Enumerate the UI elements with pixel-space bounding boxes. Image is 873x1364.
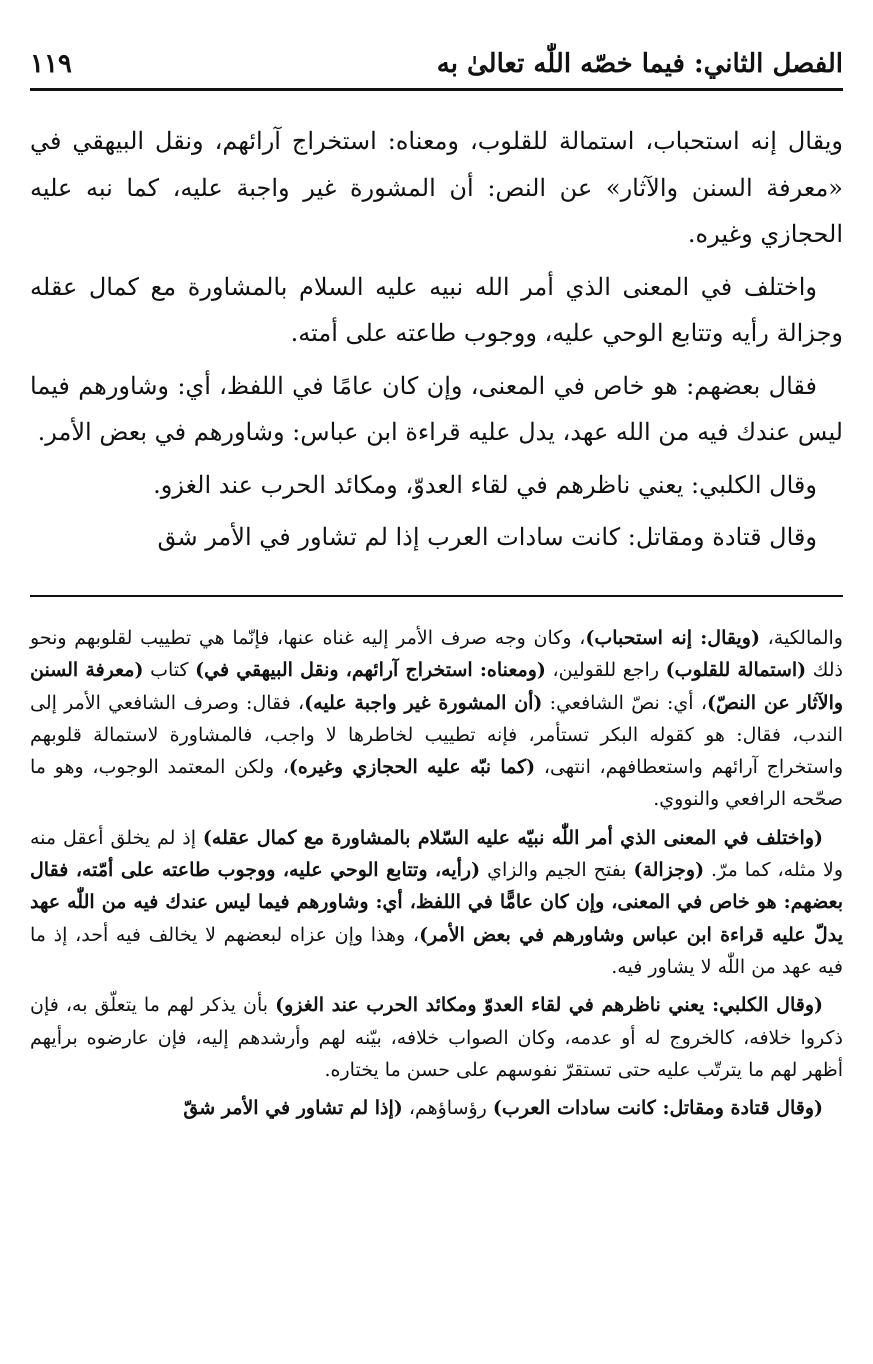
- quoted-text: (إذا لم تشاور في الأمر شقّ: [183, 1097, 403, 1120]
- page-header: [30, 40, 843, 91]
- quoted-text: (أن المشورة غير واجبة عليه): [304, 691, 543, 714]
- main-paragraph: فقال بعضهم: هو خاص في المعنى، وإن كان عامًا في اللفظ، أي: وشاورهم فيما ليس عندك فيه من الله عهد، يدل عليه قراءة ابن عباس: وشاورهم في بعض الأمر.: [30, 371, 843, 446]
- commentary-paragraph: [30, 1092, 843, 1124]
- commentary-paragraph: [30, 822, 843, 983]
- quoted-text: (معرفة السنن والآثار عن النصّ): [30, 659, 844, 714]
- footnote-divider: [30, 595, 843, 597]
- commentary-text: ، فقال: وصرف الشافعي الأمر إلى الندب، فقال: هو كقوله البكر تستأمر، فإنه تطييب لخاطرها لا واجب، فالمشاورة لاستمالة قلوبهم واستخراج آرائهم واستعطافهم، انتهى،: [30, 691, 843, 779]
- commentary-text: راجع للقولين،: [545, 659, 666, 682]
- quoted-text: (كما نبّه عليه الحجازي وغيره): [288, 756, 536, 779]
- commentary-text: بفتح الجيم والزاي: [480, 859, 634, 882]
- quoted-text: (وقال الكلبي: يعني ناظرهم في لقاء العدوّ ومكائد الحرب عند الغزو): [275, 994, 823, 1017]
- commentary-text: ، ولكن المعتمد الوجوب، وهو ما صحّحه الرافعي والنووي.: [30, 756, 843, 811]
- commentary-text: بأن يذكر لهم ما يتعلّق به، فإن ذكروا خلافه، كالخروج له أو عدمه، وكان الصواب خلافه، بيّنه لهم وأرشدهم إليه، فإن عارضوه برأيهم أظهر لهم ما يترتّب عليه حتى تستقرّ نفوسهم على حسن ما يختاره.: [30, 994, 843, 1081]
- quoted-text: (وقال قتادة ومقاتل: كانت سادات العرب): [492, 1097, 823, 1120]
- commentary-text: والمالكية،: [759, 627, 843, 649]
- main-paragraph: وقال قتادة ومقاتل: كانت سادات العرب إذا لم تشاور في الأمر شق: [157, 523, 817, 551]
- quoted-text: (ويقال: إنه استحباب): [585, 627, 760, 649]
- main-paragraph: ويقال إنه استحباب، استمالة للقلوب، ومعناه: استخراج آرائهم، ونقل البيهقي في «معرفة السنن والآثار» عن النص: أن المشورة غير واجبة عليه، كما نبه عليه الحجازي وغيره.: [30, 127, 843, 248]
- page-number: ١١٩: [30, 49, 72, 79]
- quoted-text: (رأيه، وتتابع الوحي عليه، ووجوب طاعته على أمّته، فقال بعضهم: هو خاص في المعنى، وإن كان عامًّا في اللفظ، أي: وشاورهم فيما ليس عندك فيه من اللّٰه عهد يدلّ عليه قراءة ابن عباس وشاورهم في بعض الأمر): [30, 859, 843, 946]
- quoted-text: (وجزالة): [633, 859, 705, 882]
- quoted-text: (استمالة للقلوب): [665, 659, 807, 682]
- commentary: [30, 622, 843, 1130]
- main-paragraph: وقال الكلبي: يعني ناظرهم في لقاء العدوّ، ومكائد الحرب عند الغزو.: [153, 470, 817, 499]
- commentary-text: ، وكان وجه صرف الأمر إليه غناه عنها، فإنّما هي تطييب لقلوبهم ونحو ذلك: [30, 627, 843, 682]
- commentary-text: ، أي: نصّ الشافعي:: [542, 691, 707, 714]
- quoted-text: (واختلف في المعنى الذي أمر اللّٰه نبيّه عليه السّلام بالمشاورة مع كمال عقله): [202, 826, 823, 849]
- main-text: [30, 118, 843, 567]
- commentary-text: رؤساؤهم،: [402, 1097, 493, 1120]
- running-title: الفصل الثاني: فيما خصّه اللّٰه تعالىٰ به: [436, 49, 843, 79]
- commentary-paragraph: [30, 622, 843, 816]
- main-paragraph: واختلف في المعنى الذي أمر الله نبيه عليه السلام بالمشاورة مع كمال عقله وجزالة رأيه وتتابع الوحي عليه، ووجوب طاعته على أمته.: [30, 272, 843, 347]
- quoted-text: (ومعناه: استخراج آرائهم، ونقل البيهقي في): [195, 659, 546, 682]
- commentary-text: ، وهذا وإن عزاه لبعضهم لا يخالف فيه أحد، إذ ما فيه عهد من اللّٰه لا يشاور فيه.: [30, 923, 843, 978]
- commentary-paragraph: [30, 989, 843, 1086]
- commentary-text: إذ لم يخلق أعقل منه ولا مثله، كما مرّ.: [30, 826, 843, 882]
- commentary-text: كتاب: [143, 659, 196, 682]
